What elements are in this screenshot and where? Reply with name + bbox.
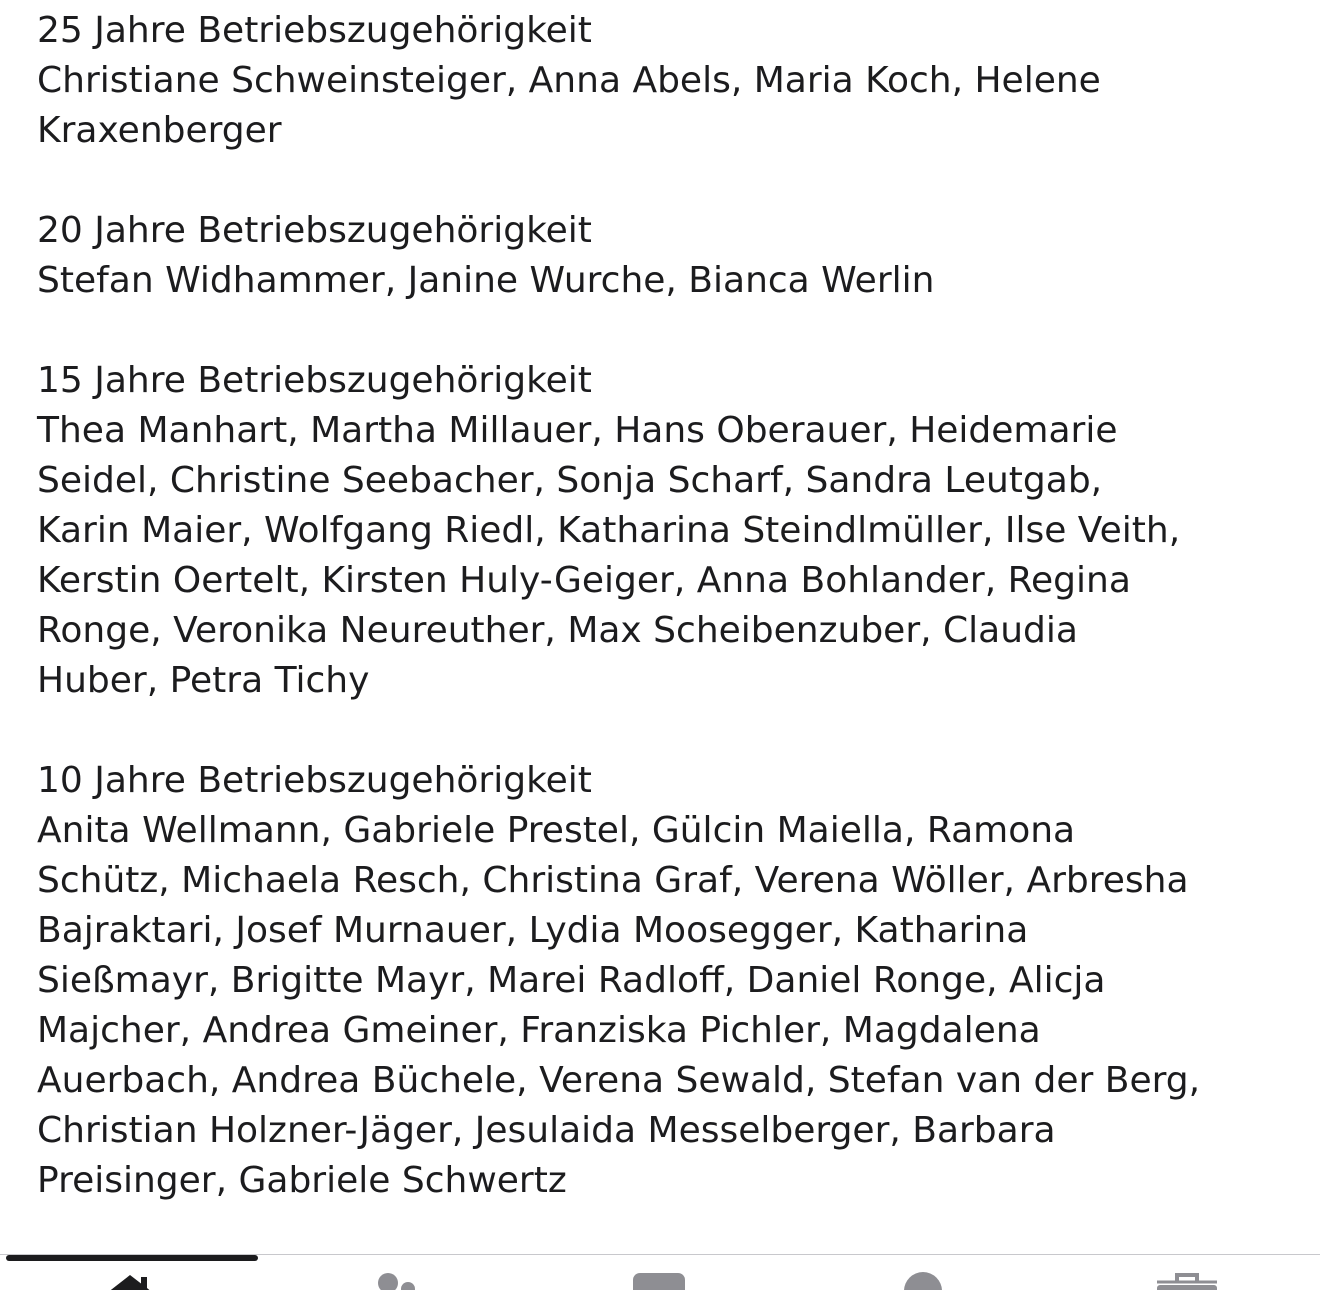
section-25-years	[37, 6, 1287, 156]
tab-person[interactable]	[863, 1255, 983, 1290]
square-icon	[631, 1271, 687, 1290]
name-line: Schütz, Michaela Resch, Christina Graf, Verena Wöller, Arbresha	[37, 860, 1189, 901]
name-line: Anita Wellmann, Gabriele Prestel, Gülcin Maiella, Ramona	[37, 810, 1076, 851]
tab-briefcase[interactable]	[1127, 1255, 1247, 1290]
section-heading: 20 Jahre Betriebszugehörigkeit	[37, 210, 592, 251]
section-15-years	[37, 356, 1287, 706]
tab-home[interactable]	[70, 1255, 190, 1290]
name-line: Kerstin Oertelt, Kirsten Huly-Geiger, Anna Bohlander, Regina	[37, 560, 1131, 601]
briefcase-icon	[1155, 1271, 1219, 1290]
person-icon	[903, 1271, 943, 1290]
home-icon	[103, 1271, 157, 1290]
name-line: Ronge, Veronika Neureuther, Max Scheibenzuber, Claudia	[37, 610, 1078, 651]
name-line: Thea Manhart, Martha Millauer, Hans Oberauer, Heidemarie	[37, 410, 1118, 451]
name-line: Sießmayr, Brigitte Mayr, Marei Radloff, Daniel Ronge, Alicja	[37, 960, 1106, 1001]
name-line: Bajraktari, Josef Murnauer, Lydia Moosegger, Katharina	[37, 910, 1029, 951]
name-line: Seidel, Christine Seebacher, Sonja Scharf, Sandra Leutgab,	[37, 460, 1103, 501]
section-10-years	[37, 756, 1287, 1206]
name-line: Kraxenberger	[37, 110, 282, 151]
tab-square[interactable]	[599, 1255, 719, 1290]
section-heading: 25 Jahre Betriebszugehörigkeit	[37, 10, 592, 51]
name-line: Auerbach, Andrea Büchele, Verena Sewald, Stefan van der Berg,	[37, 1060, 1201, 1101]
name-line: Christiane Schweinsteiger, Anna Abels, Maria Koch, Helene	[37, 60, 1101, 101]
section-heading: 15 Jahre Betriebszugehörigkeit	[37, 360, 592, 401]
tab-bar	[0, 1254, 1320, 1290]
article-body	[37, 6, 1287, 1256]
people-icon	[366, 1271, 426, 1290]
name-line: Karin Maier, Wolfgang Riedl, Katharina Steindlmüller, Ilse Veith,	[37, 510, 1181, 551]
name-line: Stefan Widhammer, Janine Wurche, Bianca Werlin	[37, 260, 935, 301]
tab-people[interactable]	[336, 1255, 456, 1290]
name-line: Huber, Petra Tichy	[37, 660, 370, 701]
section-20-years	[37, 206, 1287, 306]
name-line: Christian Holzner-Jäger, Jesulaida Messelberger, Barbara	[37, 1110, 1056, 1151]
name-line: Preisinger, Gabriele Schwertz	[37, 1160, 567, 1201]
name-line: Majcher, Andrea Gmeiner, Franziska Pichler, Magdalena	[37, 1010, 1041, 1051]
section-heading: 10 Jahre Betriebszugehörigkeit	[37, 760, 592, 801]
